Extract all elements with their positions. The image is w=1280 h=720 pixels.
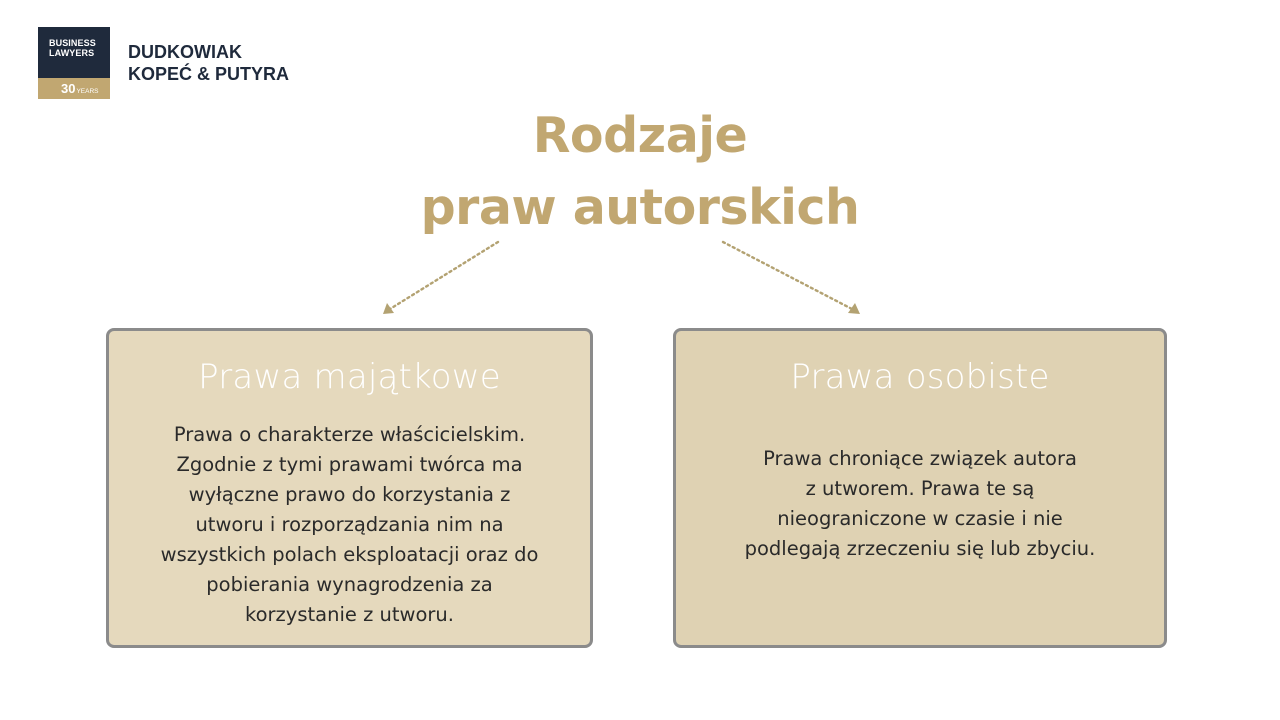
logo-badge-line2: LAWYERS: [49, 48, 95, 58]
body-line: podlegają zrzeczeniu się lub zbyciu.: [744, 537, 1096, 560]
diagram-title-line1: Rodzaje: [532, 107, 748, 164]
arrow-left: [383, 242, 498, 314]
body-line: wszystkich polach eksploatacji oraz do: [160, 543, 539, 566]
body-line: korzystanie z utworu.: [245, 603, 454, 626]
logo-badge-line1: BUSINESS: [49, 38, 96, 48]
box-property-rights-heading: Prawa majątkowe: [198, 357, 501, 397]
diagram-title-line2: praw autorskich: [420, 179, 860, 236]
body-line: Prawa o charakterze właścicielskim.: [173, 423, 526, 446]
logo-years-number: 30: [61, 81, 76, 96]
body-line: Zgodnie z tymi prawami twórca ma: [176, 453, 523, 476]
logo-years-text: YEARS: [76, 88, 99, 95]
body-line: pobierania wynagrodzenia za: [206, 573, 493, 596]
box-property-rights: [106, 328, 593, 648]
box-property-rights-body: [123, 420, 576, 630]
body-line: Prawa chroniące związek autora: [763, 447, 1077, 470]
box-personal-rights-body: [706, 444, 1134, 564]
firm-name-line1: DUDKOWIAK: [128, 42, 242, 62]
box-personal-rights-heading: Prawa osobiste: [790, 357, 1050, 397]
body-line: nieograniczone w czasie i nie: [777, 507, 1063, 530]
body-line: utworu i rozporządzania nim na: [195, 513, 504, 536]
firm-name-line2: KOPEĆ & PUTYRA: [128, 64, 290, 84]
box-personal-rights: [673, 328, 1167, 648]
body-line: z utworem. Prawa te są: [805, 477, 1035, 500]
arrow-right: [723, 242, 860, 314]
body-line: wyłączne prawo do korzystania z: [188, 483, 511, 506]
